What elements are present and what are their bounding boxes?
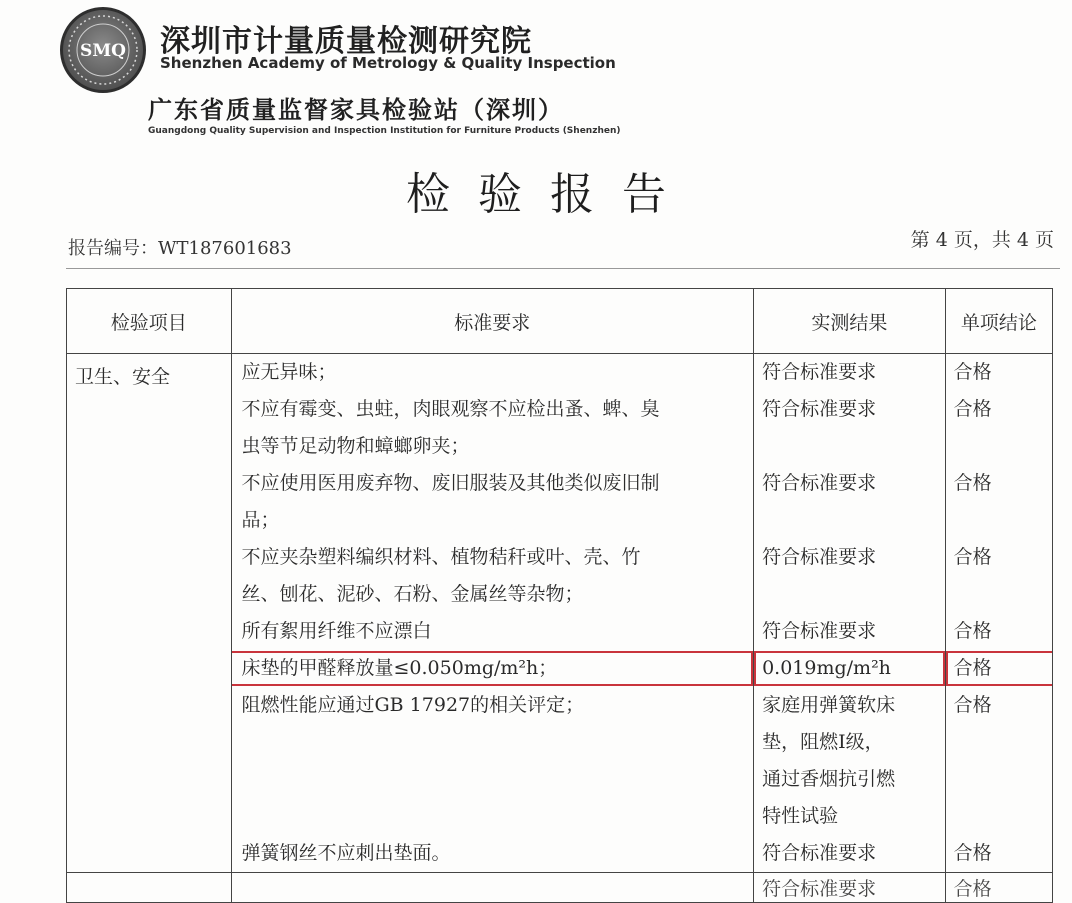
header-divider (66, 268, 1060, 269)
conclusion-line (946, 761, 1052, 798)
org-name-en: Shenzhen Academy of Metrology & Quality Inspection (160, 54, 616, 72)
partial-requirement-cell (231, 873, 754, 903)
result-line: 通过香烟抗引燃 (762, 768, 896, 790)
inspection-table (66, 288, 1053, 903)
report-number: 报告编号：WT187601683 (68, 238, 292, 259)
org-name-cn: 深圳市计量质量检测研究院 (160, 24, 532, 59)
formaldehyde-conclusion-highlighted: 合格 (946, 650, 1052, 687)
table-header-row (67, 289, 1053, 354)
partial-conclusion-cell: 合格 (945, 873, 1052, 903)
partial-item-cell (67, 873, 232, 903)
requirement-line: 弹簧钢丝不应刺出垫面。 (241, 842, 451, 864)
conclusion-line (946, 798, 1052, 835)
requirement-line: 丝、刨花、泥砂、石粉、金属丝等杂物； (241, 583, 584, 605)
conclusion-line: 合格 (953, 620, 992, 642)
requirement-line: 不应有霉变、虫蛀，肉眼观察不应检出蚤、蜱、臭 (241, 398, 660, 420)
partial-result-cell: 符合标准要求 (754, 873, 946, 903)
requirement-line (232, 798, 754, 835)
station-name-cn: 广东省质量监督家具检验站（深圳） (148, 96, 564, 124)
requirement-line: 不应使用医用废弃物、废旧服装及其他类似废旧制 (241, 472, 660, 494)
result-line: 符合标准要求 (762, 398, 877, 420)
conclusion-line: 合格 (953, 361, 992, 383)
page-info: 第 4 页，共 4 页 (910, 229, 1054, 251)
report-title: 检验报告 (406, 169, 694, 220)
conclusion-line (946, 576, 1052, 613)
result-line: 符合标准要求 (762, 361, 877, 383)
result-line: 符合标准要求 (762, 546, 877, 568)
conclusion-line: 合格 (953, 398, 992, 420)
result-line (754, 502, 945, 539)
requirement-line: 所有絮用纤维不应漂白 (241, 620, 432, 642)
station-name-en: Guangdong Quality Supervision and Inspection Institution for Furniture Products (Shenzhen) (148, 126, 621, 136)
result-line: 垫，阻燃Ⅰ级， (762, 731, 884, 753)
header-requirement: 标准要求 (231, 289, 754, 354)
conclusion-line: 合格 (953, 546, 992, 568)
result-line: 特性试验 (762, 805, 839, 827)
conclusion-line: 合格 (953, 472, 992, 494)
table-row (67, 354, 1053, 873)
inspection-item: 卫生、安全 (67, 354, 232, 873)
requirement-line: 不应夹杂塑料编织材料、植物秸秆或叶、壳、竹 (241, 546, 641, 568)
result-line: 家庭用弹簧软床 (762, 694, 896, 716)
header-item: 检验项目 (67, 289, 232, 354)
requirement-cell (231, 354, 754, 873)
conclusion-line: 合格 (953, 842, 992, 864)
conclusion-line (946, 502, 1052, 539)
requirement-line (232, 761, 754, 798)
result-line: 符合标准要求 (762, 842, 877, 864)
requirement-line: 品； (241, 509, 280, 531)
table-row-partial (67, 873, 1053, 903)
result-line: 符合标准要求 (762, 472, 877, 494)
result-cell (754, 354, 946, 873)
requirement-line: 虫等节足动物和蟑螂卵夹； (241, 435, 470, 457)
requirement-line: 应无异味； (241, 361, 337, 383)
formaldehyde-requirement-highlighted: 床垫的甲醛释放量≤0.050mg/m²h； (232, 650, 754, 687)
seal-text: SMQ (80, 41, 126, 61)
conclusion-line: 合格 (953, 694, 992, 716)
formaldehyde-result-highlighted: 0.019mg/m²h (754, 650, 945, 687)
result-line: 符合标准要求 (762, 620, 877, 642)
requirement-line (232, 724, 754, 761)
result-line (754, 428, 945, 465)
conclusion-line (946, 724, 1052, 761)
result-line (754, 576, 945, 613)
header-conclusion: 单项结论 (945, 289, 1052, 354)
institute-seal-logo (60, 7, 146, 93)
requirement-line: 阻燃性能应通过GB 17927的相关评定； (241, 694, 585, 716)
conclusion-line (946, 428, 1052, 465)
header-result: 实测结果 (754, 289, 946, 354)
conclusion-cell (945, 354, 1052, 873)
